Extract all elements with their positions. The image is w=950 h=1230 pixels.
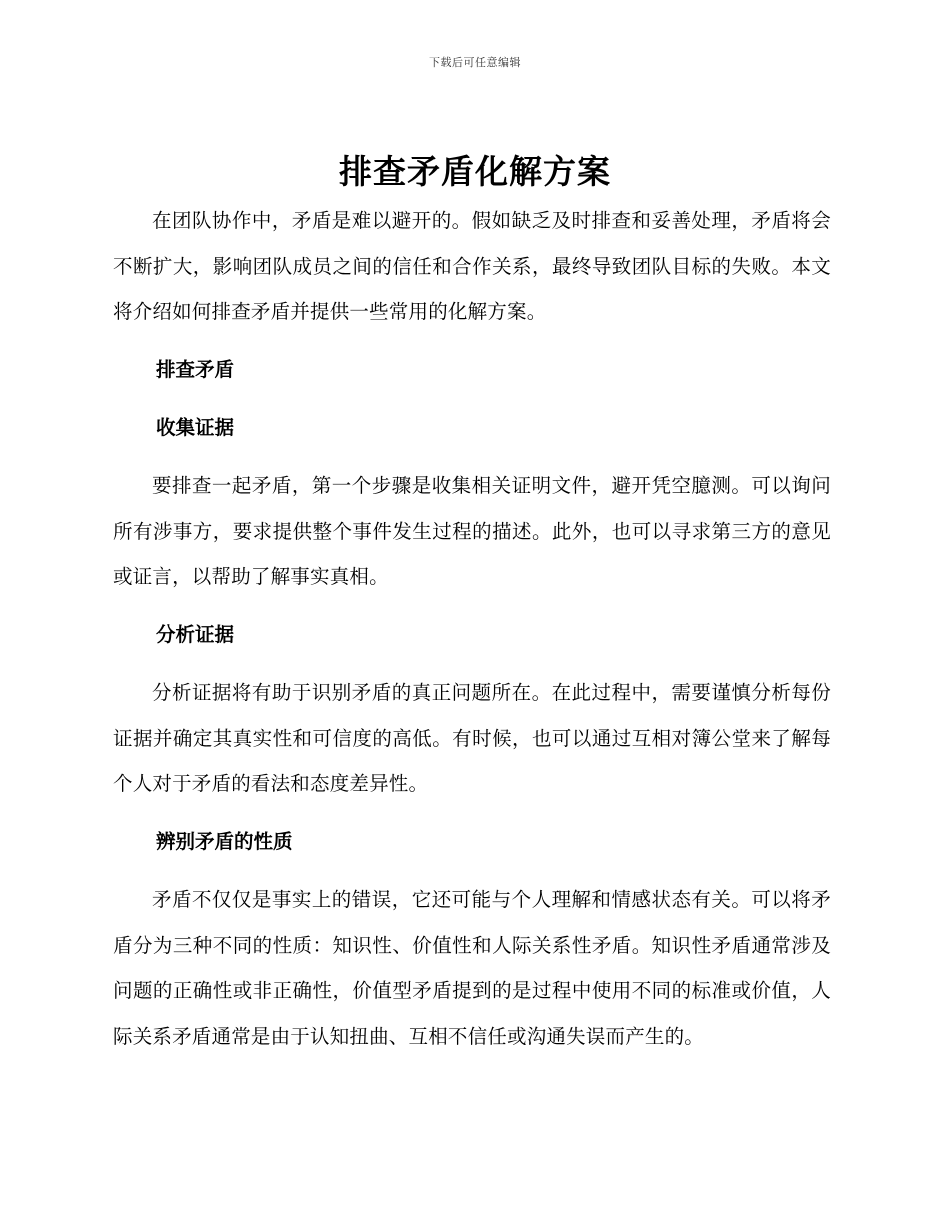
analyze-evidence-paragraph: 分析证据将有助于识别矛盾的真正问题所在。在此过程中，需要谨慎分析每份证据并确定其真实性和可信度的高低。有时候，也可以通过互相对簿公堂来了解每个人对于矛盾的看法和态度差异性。 — [113, 681, 831, 795]
collect-evidence-paragraph: 要排查一起矛盾，第一个步骤是收集相关证明文件，避开凭空臆测。可以询问所有涉事方，要求提供整个事件发生过程的描述。此外，也可以寻求第三方的意见或证言，以帮助了解事实真相。 — [113, 474, 831, 588]
subsection-heading-collect: 收集证据 — [156, 416, 235, 439]
document-title: 排查矛盾化解方案 — [339, 152, 611, 191]
intro-paragraph: 在团队协作中，矛盾是难以避开的。假如缺乏及时排查和妥善处理，矛盾将会不断扩大，影响团队成员之间的信任和合作关系，最终导致团队目标的失败。本文将介绍如何排查矛盾并提供一些常用的化解方案。 — [113, 209, 831, 323]
conflict-nature-paragraph: 矛盾不仅仅是事实上的错误，它还可能与个人理解和情感状态有关。可以将矛盾分为三种不同的性质：知识性、价值性和人际关系性矛盾。知识性矛盾通常涉及问题的正确性或非正确性，价值型矛盾提到的是过程中使用不同的标准或价值，人际关系矛盾通常是由于认知扭曲、互相不信任或沟通失误而产生的。 — [113, 888, 831, 1048]
document-body — [113, 198, 831, 1072]
section-heading-investigate: 排查矛盾 — [156, 358, 235, 381]
subsection-heading-analyze: 分析证据 — [156, 623, 235, 646]
subsection-heading-nature: 辨别矛盾的性质 — [156, 830, 293, 853]
page-header-note: 下载后可任意编辑 — [429, 56, 521, 69]
